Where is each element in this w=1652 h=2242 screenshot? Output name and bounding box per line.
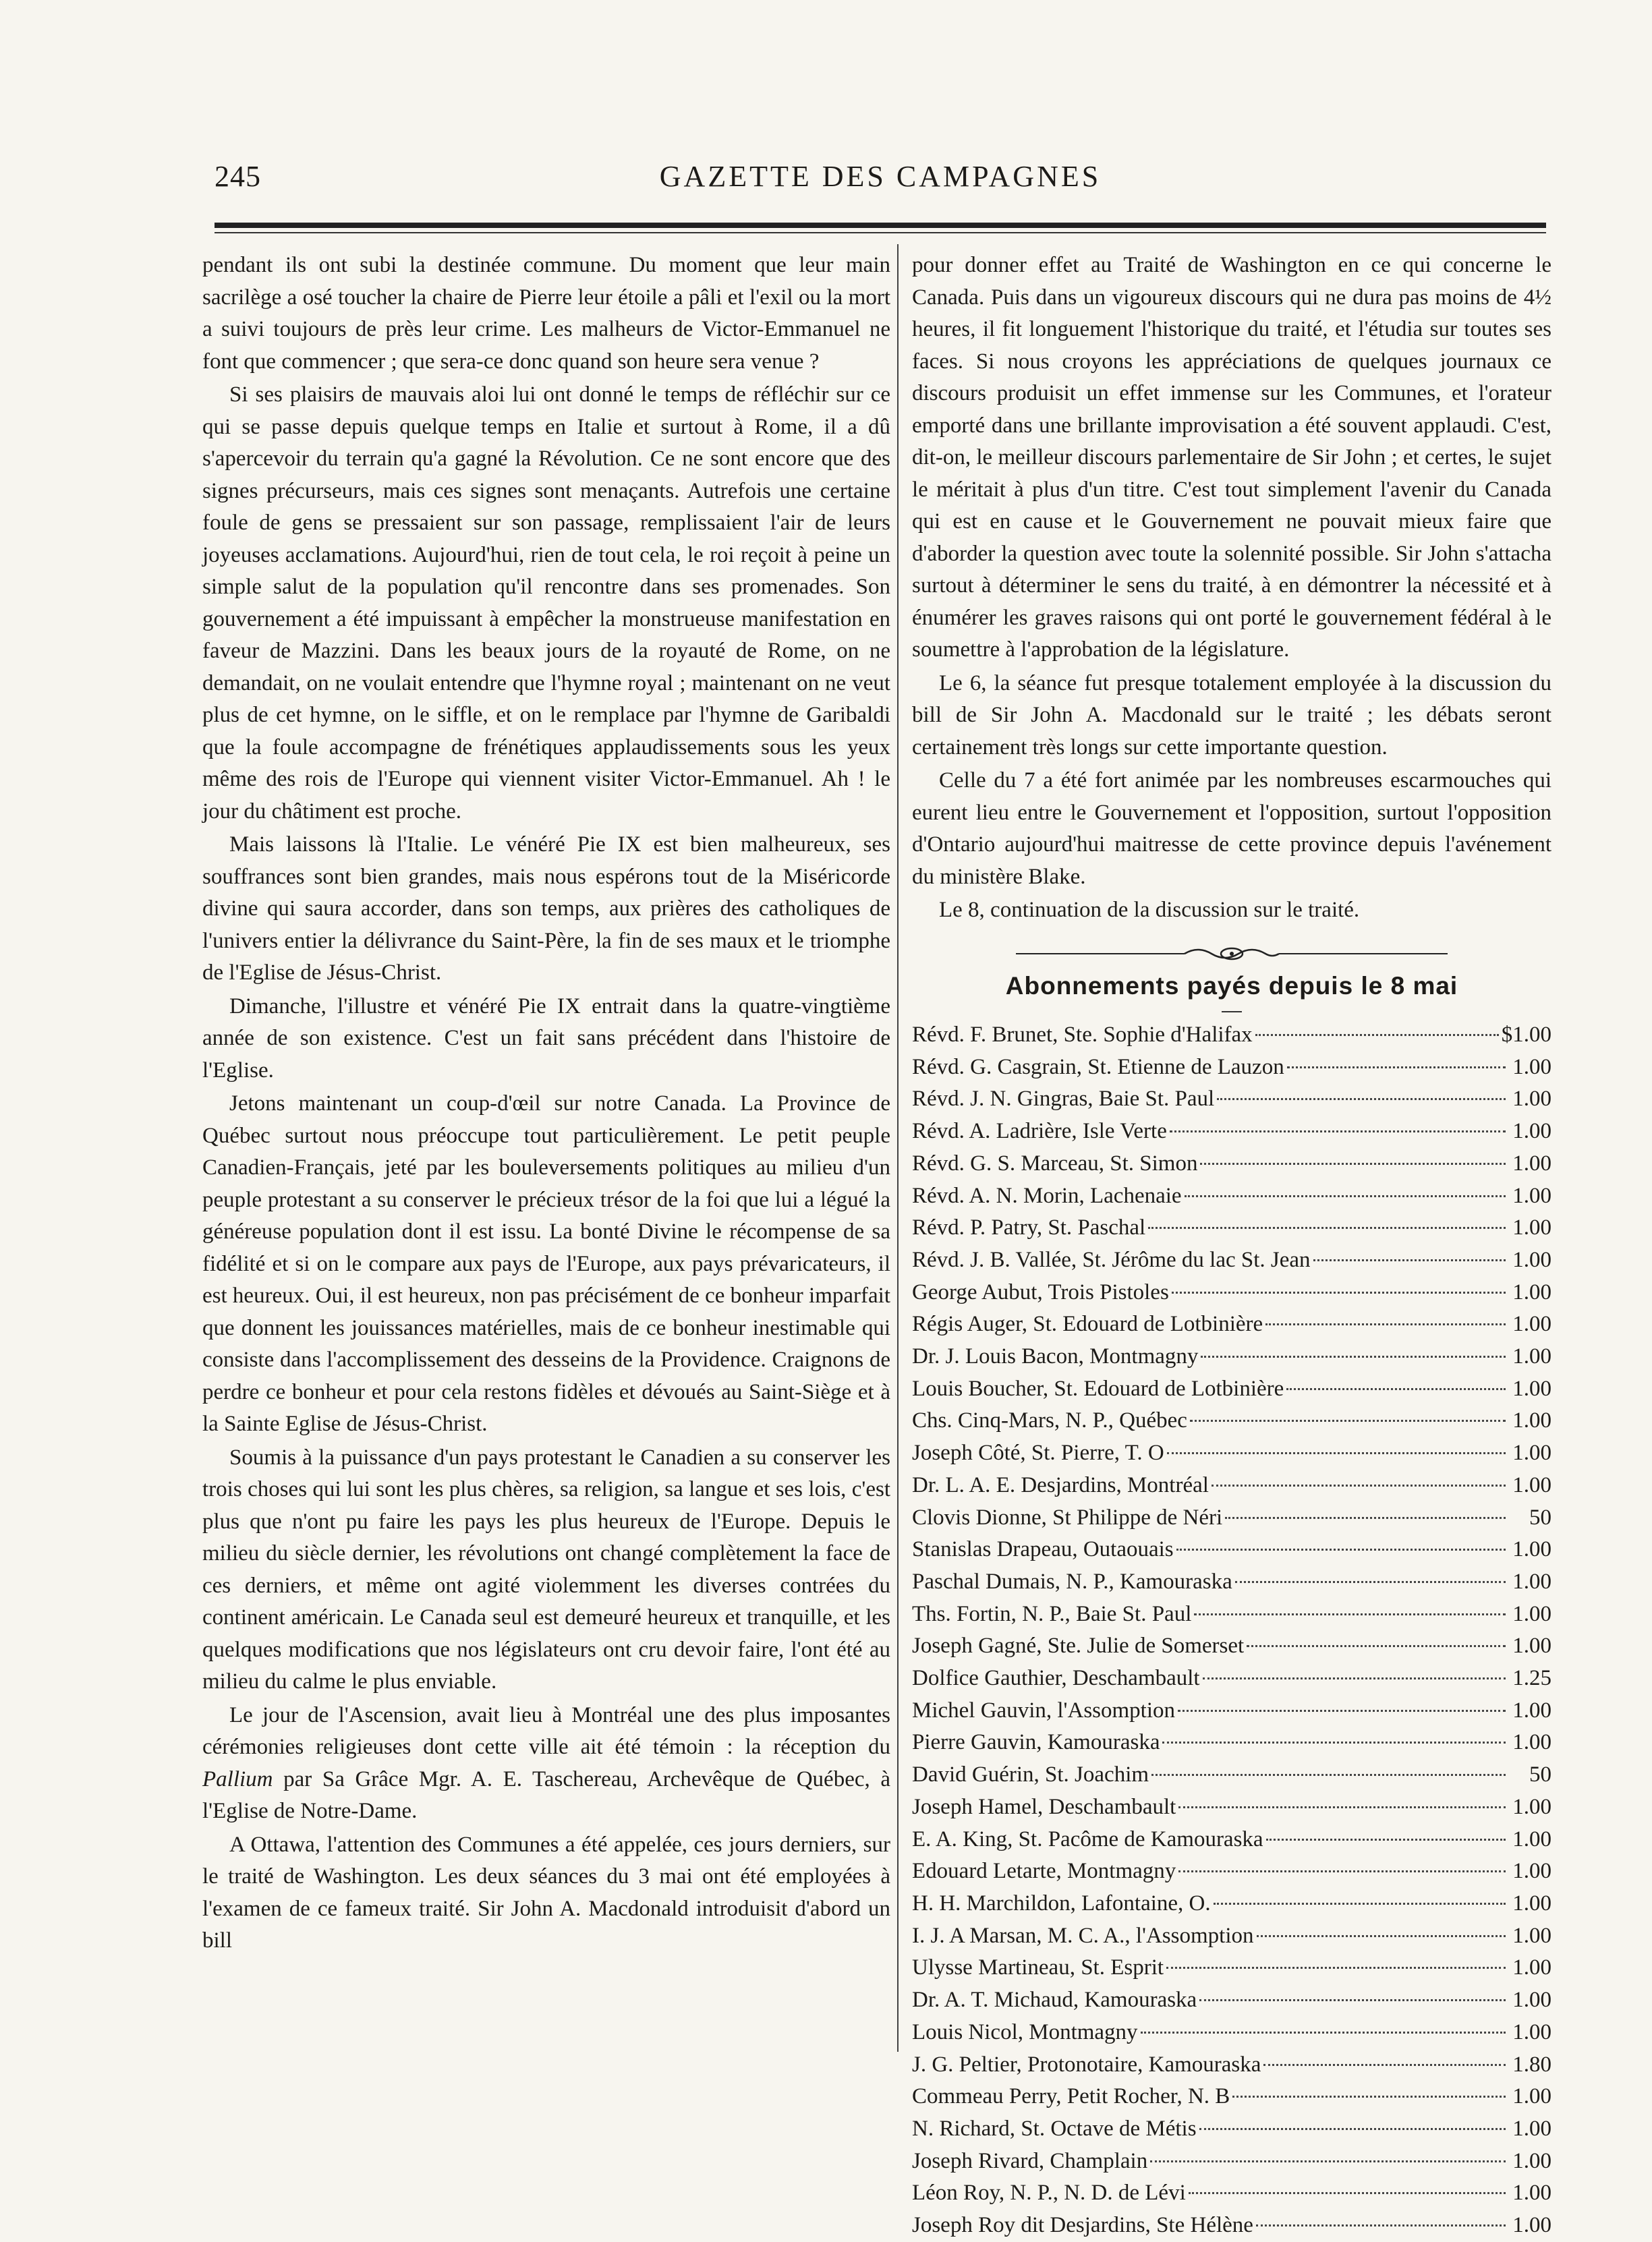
subscriber-name: Dr. L. A. E. Desjardins, Montréal [912,1472,1209,1497]
dot-leader [1247,1645,1506,1647]
subscription-amount: 1.00 [1512,1183,1551,1208]
subscriber-name: Michel Gauvin, l'Assomption [912,1698,1176,1723]
dot-leader [1201,1356,1506,1358]
subscriber-name: Louis Nicol, Montmagny [912,2019,1138,2044]
subscriber-name: I. J. A Marsan, M. C. A., l'Assomption [912,1923,1254,1948]
subscription-item [912,2177,1551,2210]
subscriber-name: Pierre Gauvin, Kamouraska [912,1730,1160,1755]
dot-leader [1287,1066,1506,1068]
article-paragraph: Celle du 7 a été fort animée par les nombreuses escarmouches qui eurent lieu entre le Gouvernement et l'opposition, surtout l'opposition d'Ontario aujourd'hui maitresse de cette province depuis l'avénement du ministère Blake. [912,768,1551,889]
subscription-item [912,1952,1551,1984]
subscription-amount: 1.00 [1512,1247,1551,1272]
article-paragraph: pendant ils ont subi la destinée commune. Du moment que leur main sacrilège a osé toucher la chaire de Pierre leur étoile a pâli et l'exil ou la mort a suivi toujours de près leur crime. Les malheurs de Victor-Emmanuel ne font que commencer ; que sera-ce donc quand son heure sera venue ? [202,253,890,374]
subscription-amount: 1.00 [1512,2019,1551,2044]
subscription-item [912,1212,1551,1244]
dot-leader [1141,2032,1506,2034]
subscriber-name: David Guérin, St. Joachim [912,1762,1149,1787]
subscription-item [912,1566,1551,1599]
dot-leader [1263,2064,1506,2066]
subscription-item [912,1791,1551,1824]
subscription-amount: 1.00 [1512,2116,1551,2141]
dot-leader [1190,1420,1506,1422]
subscription-item [912,1309,1551,1341]
article-paragraph: A Ottawa, l'attention des Communes a été appelée, ces jours derniers, sur le traité de Washington. Les deux séances du 3 mai ont été employées à l'examen de ce fameux traité. Sir John A. Macdonald introduisit d'abord un bill [202,1832,890,1953]
dot-leader [1200,1163,1506,1165]
dot-leader [1232,2096,1506,2098]
subscriber-name: Clovis Dionne, St Philippe de Néri [912,1505,1223,1530]
subscription-amount: 1.00 [1512,1344,1551,1369]
subscriber-name: J. G. Peltier, Protonotaire, Kamouraska [912,2052,1261,2077]
subscription-item [912,1759,1551,1791]
subscription-amount: 1.00 [1512,1794,1551,1819]
subscription-item [912,1277,1551,1309]
subscriber-name: Chs. Cinq-Mars, N. P., Québec [912,1408,1187,1433]
dot-leader [1178,1710,1506,1712]
subscription-item [912,1920,1551,1953]
subscription-amount: 1.00 [1512,1859,1551,1884]
subscription-item [912,1180,1551,1213]
dot-leader [1151,1774,1506,1776]
subscription-item [912,1019,1551,1052]
subscriber-name: Paschal Dumais, N. P., Kamouraska [912,1569,1232,1594]
dot-leader [1256,2224,1506,2226]
subscriber-name: Joseph Hamel, Deschambault [912,1794,1176,1819]
subscription-amount: 1.00 [1512,1119,1551,1144]
subscriber-name: Joseph Gagné, Ste. Julie de Somerset [912,1634,1245,1659]
subscription-item [912,1470,1551,1502]
running-title: GAZETTE DES CAMPAGNES [659,160,1102,193]
subscription-item [912,1888,1551,1920]
subscription-amount: 50 [1529,1762,1551,1787]
dot-leader [1189,2192,1506,2194]
dot-leader [1162,1742,1506,1744]
subscriber-name: Révd. J. B. Vallée, St. Jérôme du lac St. Jean [912,1247,1311,1272]
subscriber-name: Louis Boucher, St. Edouard de Lotbinière [912,1376,1284,1401]
subscription-amount: 1.00 [1512,1280,1551,1304]
subscriber-name: Edouard Letarte, Montmagny [912,1859,1176,1884]
subscription-item [912,1534,1551,1566]
italic-term: Pallium [202,1766,273,1791]
subscription-amount: 50 [1529,1505,1551,1530]
subscription-item [912,1599,1551,1631]
subscription-amount: 1.00 [1512,2084,1551,2109]
subscriber-name: Révd. G. S. Marceau, St. Simon [912,1151,1198,1176]
paragraph-text: Le jour de l'Ascension, avait lieu à Montréal une des plus imposantes cérémonies religieuses dont cette ville ait été témoin : la réception du [202,1702,890,1759]
subscription-amount: 1.00 [1512,2213,1551,2238]
subscription-item [912,2049,1551,2081]
article-paragraph: pour donner effet au Traité de Washington en ce qui concerne le Canada. Puis dans un vigoureux discours qui ne dura pas moins de 4½ heures, il fit longuement l'historique du traité, et l'étudia sur toutes ses faces. Si nous croyons les appréciations de quelques journaux ce discours produisit un effet immense sur les Communes, et l'orateur emporté dans une brillante improvisation a été souvent applaudi. C'est, dit-on, le meilleur discours parlementaire de Sir John ; et certes, le sujet le méritait à plus d'un titre. C'est tout simplement l'avenir du Canada qui est en cause et le Gouvernement ne pouvait mieux faire que d'aborder la question avec toute la solennité possible. Sir John s'attacha surtout à déterminer le sens du traité, à en démontrer la nécessité et à énumérer les graves raisons qui ont porté le gouvernement fédéral à le soumettre à l'approbation de la législature. [912,253,1551,662]
dot-leader [1225,1517,1506,1519]
subscription-amount: 1.25 [1512,1666,1551,1691]
dot-leader [1266,1839,1506,1841]
subscription-item [912,2146,1551,2178]
subscription-amount: 1.00 [1512,1472,1551,1497]
subscription-item [912,1341,1551,1373]
subscription-amount: 1.00 [1512,1634,1551,1659]
dot-leader [1185,1195,1506,1197]
subscriber-name: Dr. J. Louis Bacon, Montmagny [912,1344,1199,1369]
column-divider [897,244,899,2052]
dot-leader [1235,1581,1506,1583]
dot-leader [1199,2128,1506,2130]
subscriber-name: Dolfice Gauthier, Deschambault [912,1666,1200,1691]
subscription-amount: 1.00 [1512,1698,1551,1723]
subscriber-name: Révd. G. Casgrain, St. Etienne de Lauzon [912,1054,1284,1079]
subscription-amount: 1.00 [1512,1569,1551,1594]
subscription-item [912,1405,1551,1437]
article-paragraph: Le 8, continuation de la discussion sur le traité. [939,898,1360,922]
subscription-item [912,1116,1551,1148]
ornament-divider [1016,944,1448,963]
subscriber-name: H. H. Marchildon, Lafontaine, O. [912,1891,1211,1916]
subscription-amount: 1.00 [1512,1923,1551,1948]
subscriber-name: Révd. J. N. Gingras, Baie St. Paul [912,1087,1215,1112]
subscription-amount: 1.00 [1512,1408,1551,1433]
subscription-amount: 1.00 [1512,1891,1551,1916]
dot-leader [1176,1549,1506,1551]
dot-leader [1178,1870,1506,1872]
subscriber-name: Léon Roy, N. P., N. D. de Lévi [912,2181,1186,2206]
subscription-item [912,1437,1551,1470]
header-rule-thick [215,223,1546,228]
dot-leader [1313,1259,1506,1261]
page-header [215,159,1546,206]
article-paragraph [202,1700,890,1828]
subscription-amount: 1.00 [1512,2148,1551,2173]
subscriber-name: Révd. A. Ladrière, Isle Verte [912,1119,1167,1144]
subscriber-name: Révd. A. N. Morin, Lachenaie [912,1183,1182,1208]
dot-leader [1194,1613,1506,1615]
dot-leader [1172,1292,1506,1294]
heading-dash [1222,1011,1242,1012]
subscription-item [912,1984,1551,2017]
subscriber-name: Commeau Perry, Petit Rocher, N. B [912,2084,1230,2109]
dot-leader [1170,1130,1506,1132]
article-paragraph: Si ses plaisirs de mauvais aloi lui ont donné le temps de réfléchir sur ce qui se passe depuis quelque temps en Italie et surtout à Rome, il a dû s'apercevoir du terrain qu'a gagné la Révolution. Ce ne sont encore que des signes précurseurs, mais ces signes sont menaçants. Autrefois une certaine foule de gens se pressaient sur son passage, remplissaient l'air de leurs joyeuses acclamations. Aujourd'hui, rien de tout cela, le roi reçoit à peine un simple salut de la population qu'il rencontre dans ses promenades. Son gouvernement a été impuissant à empêcher la monstrueuse manifestation en faveur de Mazzini. Dans les beaux jours de la royauté de Rome, on ne demandait, on ne voulait entendre que l'hymne royal ; maintenant on ne veut plus de cet hymne, on le siffle, et on le remplace par l'hymne de Garibaldi que la foule accompagne de frénétiques applaudissements sous les yeux même des rois de l'Europe qui viennent visiter Victor-Emmanuel. Ah ! le jour du châtiment est proche. [202,382,890,824]
dot-leader [1212,1485,1506,1487]
article-paragraph: Dimanche, l'illustre et vénéré Pie IX entrait dans la quatre-vingtième année de son existence. C'est un fait sans précédent dans l'histoire de l'Eglise. [202,994,890,1083]
subscription-item [912,1052,1551,1084]
dot-leader [1203,1677,1506,1679]
dot-leader [1148,1227,1506,1229]
header-rule-thin [215,232,1546,233]
dot-leader [1257,1935,1506,1937]
subscription-amount: 1.00 [1512,1601,1551,1626]
subscription-item [912,1663,1551,1695]
dot-leader [1167,1452,1506,1454]
subscription-amount: 1.80 [1512,2052,1551,2077]
subscriptions-list [912,1019,1551,2242]
subscription-amount: 1.00 [1512,2181,1551,2206]
subscription-item [912,1856,1551,1888]
subscription-amount: $1.00 [1501,1023,1551,1047]
article-paragraph: Mais laissons là l'Italie. Le vénéré Pie IX est bien malheureux, ses souffrances sont bien grandes, mais nous espérons tout de la Miséricorde divine qui saura accorder, dans son temps, aux prières des catholiques de l'univers entier la délivrance du Saint-Père, la fin de ses maux et le triomphe de l'Eglise de Jésus-Christ. [202,832,890,985]
subscriber-name: Révd. P. Patry, St. Paschal [912,1215,1146,1240]
subscription-amount: 1.00 [1512,1376,1551,1401]
subscription-amount: 1.00 [1512,1441,1551,1466]
right-column [912,250,1551,2242]
article-paragraph: Le 6, la séance fut presque totalement employée à la discussion du bill de Sir John A. Macdonald sur le traité ; les débats seront certainement très longs sur cette importante question. [912,670,1551,759]
subscription-amount: 1.00 [1512,1988,1551,2013]
subscription-amount: 1.00 [1512,1054,1551,1079]
subscriber-name: Ths. Fortin, N. P., Baie St. Paul [912,1601,1192,1626]
subscription-item [912,1824,1551,1856]
subscription-item [912,2017,1551,2049]
dot-leader [1255,1034,1499,1036]
subscription-item [912,1244,1551,1277]
subscription-amount: 1.00 [1512,1151,1551,1176]
subscriber-name: Révd. F. Brunet, Ste. Sophie d'Halifax [912,1023,1253,1047]
subscription-amount: 1.00 [1512,1827,1551,1851]
subscription-item [912,2081,1551,2113]
article-paragraph: Jetons maintenant un coup-d'œil sur notre Canada. La Province de Québec surtout nous préoccupe tout particulièrement. Le petit peuple Canadien-Français, jeté par les bouleversements politiques au milieu d'un peuple protestant a su conserver le précieux trésor de la foi que lui a légué la généreuse population dont il est issu. La bonté Divine le récompense de sa fidélité et si on le compare aux pays de l'Europe, aux pays prévaricateurs, il est heureux. Oui, il est heureux, non pas précisément de ce bonheur imparfait que donnent les jouissances matérielles, mais de ce bonheur inestimable qui consiste dans l'accomplissement des desseins de la Providence. Craignons de perdre ce bonheur et pour cela restons fidèles et dévoués au Saint-Siège et à la Sainte Eglise de Jésus-Christ. [202,1091,890,1436]
dot-leader [1178,1806,1506,1808]
dot-leader [1199,1999,1506,2001]
subscriber-name: Joseph Rivard, Champlain [912,2148,1148,2173]
left-column [202,250,890,1957]
subscription-amount: 1.00 [1512,1955,1551,1980]
dot-leader [1265,1323,1506,1325]
subscription-item [912,1148,1551,1180]
subscriber-name: Stanislas Drapeau, Outaouais [912,1537,1174,1562]
article-paragraph: Soumis à la puissance d'un pays protestant le Canadien a su conserver les trois choses qui lui sont les plus chères, sa religion, sa langue et ses lois, c'est plus que n'ont pu faire les pays les plus heureux de l'Europe. Depuis le milieu du siècle dernier, les révolutions ont changé complètement la face de ces derniers, et même ont agité violemment les diverses contrées du continent américain. Le Canada seul est demeuré heureux et tranquille, et les quelques modifications que nos législateurs ont cru devoir faire, l'ont été au milieu du calme le plus enviable. [202,1445,890,1694]
subscription-item [912,1373,1551,1406]
subscription-amount: 1.00 [1512,1215,1551,1240]
page-number: 245 [215,160,261,193]
subscription-item [912,1083,1551,1116]
subscriber-name: Dr. A. T. Michaud, Kamouraska [912,1988,1197,2013]
paragraph-text: par Sa Grâce Mgr. A. E. Taschereau, Archevêque de Québec, à l'Eglise de Notre-Dame. [202,1766,890,1823]
subscriber-name: E. A. King, St. Pacôme de Kamouraska [912,1827,1263,1851]
subscription-amount: 1.00 [1512,1537,1551,1562]
subscription-item [912,1502,1551,1534]
subscriptions-heading: Abonnements payés depuis le 8 mai [1005,971,1458,1000]
subscription-amount: 1.00 [1512,1730,1551,1755]
subscription-item [912,2210,1551,2242]
subscriber-name: George Aubut, Trois Pistoles [912,1280,1169,1304]
subscriber-name: Joseph Côté, St. Pierre, T. O [912,1441,1164,1466]
subscriber-name: Joseph Roy dit Desjardins, Ste Hélène [912,2213,1253,2238]
subscription-item [912,1727,1551,1759]
dot-leader [1286,1388,1506,1390]
subscription-amount: 1.00 [1512,1312,1551,1337]
subscription-item [912,2113,1551,2146]
subscriber-name: Régis Auger, St. Edouard de Lotbinière [912,1312,1263,1337]
subscriber-name: N. Richard, St. Octave de Métis [912,2116,1197,2141]
subscriber-name: Ulysse Martineau, St. Esprit [912,1955,1164,1980]
dot-leader [1150,2160,1506,2162]
subscription-item [912,1630,1551,1663]
dot-leader [1214,1903,1506,1905]
subscription-amount: 1.00 [1512,1087,1551,1112]
dot-leader [1166,1967,1506,1969]
dot-leader [1217,1098,1506,1100]
subscription-item [912,1695,1551,1727]
ornament-flourish-icon [1016,944,1448,963]
